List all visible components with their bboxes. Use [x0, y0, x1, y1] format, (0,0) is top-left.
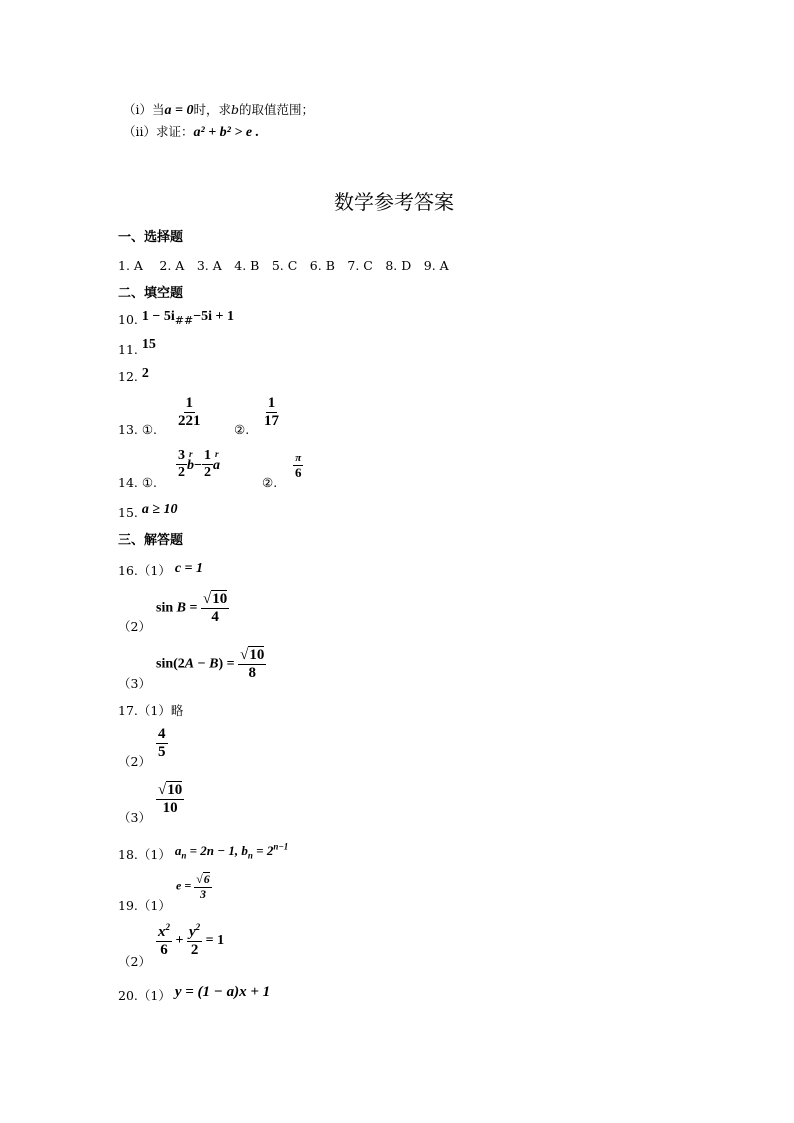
q18-1-answer: $a_n = 2n - 1$, $b_n = 2^{n-1}$: [174, 841, 289, 861]
q18-1-row: [118, 841, 289, 865]
part-ii-line: [123, 122, 259, 141]
q19-1-answer: e = $\frac{√6}{3}$: [176, 872, 210, 901]
q13-num-1: 1: [184, 395, 196, 413]
q10-answer-2: −5i + 1: [193, 309, 235, 324]
q14-expression-1: $\frac{3}{2}$ b r − $\frac{1}{2}$ a r: [178, 448, 220, 481]
q12-answer: 2: [141, 366, 149, 381]
q18-1-label: 18.（1）: [118, 847, 171, 862]
section-solve: 三、解答题: [118, 533, 184, 548]
q15-row: [118, 502, 178, 522]
q16-3-answer: sin(2A − B) = $\frac{√10}{8}$: [156, 647, 265, 682]
q17-1-row: 17.（1）略: [118, 703, 184, 718]
q16-1-label: 16.（1）: [118, 563, 171, 578]
q13-den-2: 17: [264, 413, 279, 430]
q13-num-2: 1: [266, 395, 278, 413]
q16-1-answer: c = 1: [174, 561, 204, 576]
page-title: 数学参考答案: [334, 190, 454, 214]
q11-row: [118, 337, 156, 359]
q20-1-row: [118, 986, 270, 1005]
part-ii-label: （ii）求证：: [123, 124, 194, 139]
q17-2-label: （2）: [118, 754, 151, 769]
q16-1-row: [118, 561, 203, 580]
q20-1-label: 20.（1）: [118, 988, 171, 1003]
q10-label: 10.: [118, 312, 138, 327]
q11-label: 11.: [118, 342, 138, 357]
q16-2-answer: sin B = $\frac{√10}{4}$: [156, 591, 228, 626]
ineq: a² + b² > e .: [193, 125, 260, 140]
q10-separator: ##: [174, 314, 194, 327]
section-fill: 二、填空题: [118, 286, 184, 301]
q15-label: 15.: [118, 505, 138, 520]
q13-den-1: 221: [178, 413, 201, 430]
q10-row: [118, 309, 235, 329]
choice-answers: 1. A 2. A 3. A 4. B 5. C 6. B 7. C 8. D 9. A: [118, 258, 449, 273]
q19-2-answer: $\frac{x^2}{6}$ + $\frac{y^2}{2}$ = 1: [158, 922, 225, 959]
q13-fraction-2: [262, 395, 281, 431]
q11-answer: 15: [141, 337, 156, 352]
part-i-label: （i）当: [123, 102, 165, 117]
q10-answer: 1 − 5i: [141, 309, 175, 324]
part-i-line: [123, 100, 314, 119]
q16-2-label: （2）: [118, 619, 151, 634]
q19-1-label: 19.（1）: [118, 898, 171, 913]
section-choice: 一、选择题: [118, 230, 184, 245]
q12-row: [118, 366, 149, 386]
q14-expression-2: $\frac{\pi}{6}$: [295, 452, 302, 480]
q20-1-answer: y = (1 − a)x + 1: [174, 984, 271, 1000]
q13-part-b: ②.: [234, 422, 250, 437]
q13-label: 13. ①.: [118, 422, 158, 437]
q12-label: 12.: [118, 369, 138, 384]
q17-3-answer: $\frac{√10}{10}$: [158, 782, 183, 817]
var-b: b: [231, 102, 240, 117]
q17-2-answer: $\frac{4}{5}$: [158, 726, 166, 761]
q19-2-label: （2）: [118, 954, 151, 969]
part-i-mid: 时，求: [193, 102, 231, 117]
q15-answer: a ≥ 10: [141, 502, 178, 517]
q14-label: 14. ①.: [118, 475, 158, 490]
q14-part-b: ②.: [262, 475, 278, 490]
q17-3-label: （3）: [118, 810, 151, 825]
q13-fraction-1: [176, 395, 203, 431]
q16-3-label: （3）: [118, 676, 151, 691]
part-i-end: 的取值范围；: [239, 102, 315, 117]
cond-a: a = 0: [164, 103, 194, 118]
